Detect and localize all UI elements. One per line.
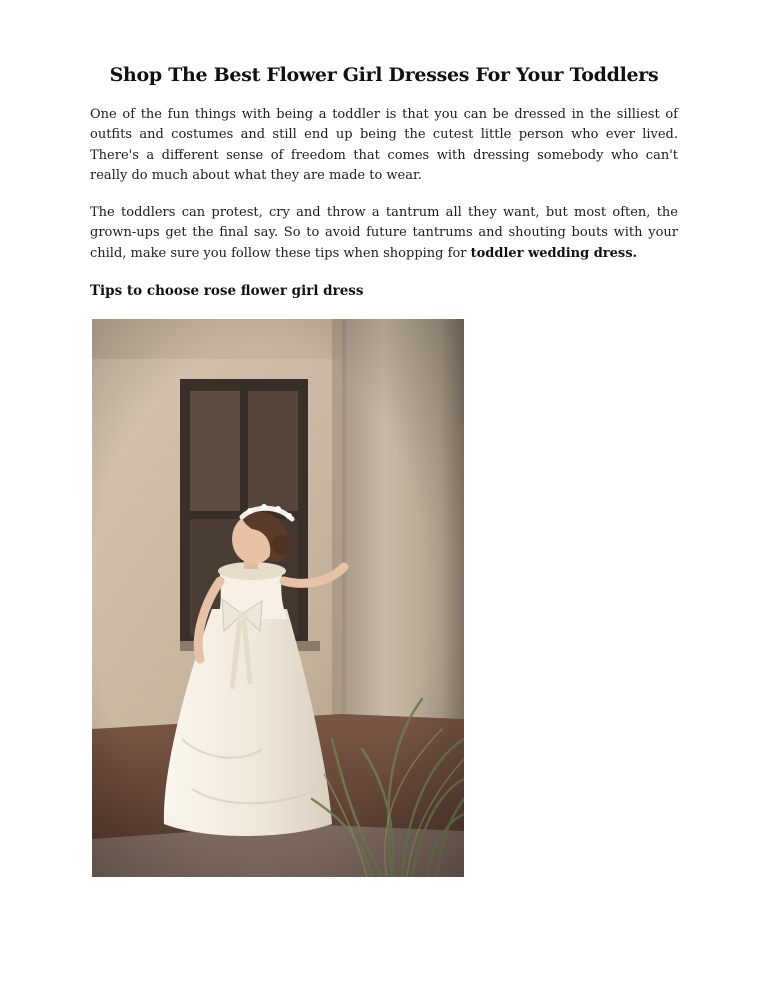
flower-girl-photo bbox=[92, 319, 464, 877]
tips-subheading: Tips to choose rose flower girl dress bbox=[90, 283, 364, 299]
second-paragraph bbox=[90, 203, 678, 264]
photo-vignette bbox=[92, 319, 464, 877]
photo-illustration bbox=[92, 319, 464, 877]
page-title: Shop The Best Flower Girl Dresses For Your Toddlers bbox=[109, 64, 659, 86]
intro-paragraph: One of the fun things with being a toddler is that you can be dressed in the silliest of outfits and costumes and still end up being the cutest little person who ever lived. There's a different sense of freedom that comes with dressing somebody who can't really do much about what they are made to wear. bbox=[90, 107, 678, 183]
toddler-wedding-dress-emphasis: toddler wedding dress. bbox=[470, 245, 638, 261]
second-paragraph-text: The toddlers can protest, cry and throw a tantrum all they want, but most often, the grown-ups get the final say. So to avoid future tantrums and shouting bouts with your child, make sure you follow these tips when shopping for bbox=[90, 205, 678, 261]
